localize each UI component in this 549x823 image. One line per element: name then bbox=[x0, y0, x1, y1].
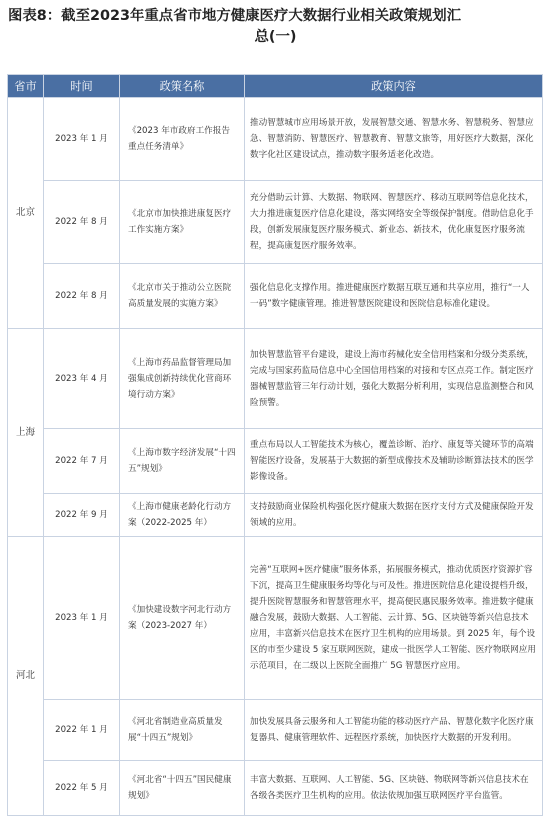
time-cell: 2022 年 1 月 bbox=[44, 700, 120, 761]
table-row bbox=[8, 264, 543, 329]
content-cell: 加快智慧监管平台建设，建设上海市药械化安全信用档案和分级分类系统，完成与国家药监局信息中心全国信用档案的对接和专区点亮工作。制定医疗器械智慧监管三年行动计划，强化大数据分析利用，实现信息监测整合和风险预警。 bbox=[245, 329, 543, 429]
time-cell: 2022 年 9 月 bbox=[44, 494, 120, 537]
document-title bbox=[8, 6, 543, 48]
policy-cell: 《上海市药品监督管理局加强集成创新持续优化营商环境行动方案》 bbox=[120, 329, 245, 429]
header-region: 省市 bbox=[8, 75, 44, 98]
table-row bbox=[8, 329, 543, 429]
time-cell: 2022 年 5 月 bbox=[44, 761, 120, 816]
time-cell: 2023 年 4 月 bbox=[44, 329, 120, 429]
content-cell: 强化信息化支撑作用。推进健康医疗数据互联互通和共享应用，推行“一人一码”数字健康管理。推进智慧医院建设和医院信息标准化建设。 bbox=[245, 264, 543, 329]
table-row bbox=[8, 494, 543, 537]
title-line-2: 总(一) bbox=[254, 29, 297, 45]
content-cell: 丰富大数据、互联网、人工智能、5G、区块链、物联网等新兴信息技术在各级各类医疗卫生机构的应用。依法依规加强互联网医疗平台监管。 bbox=[245, 761, 543, 816]
time-cell: 2022 年 8 月 bbox=[44, 181, 120, 264]
time-cell: 2022 年 8 月 bbox=[44, 264, 120, 329]
region-cell: 河北 bbox=[8, 537, 44, 816]
content-cell: 完善“互联网+医疗健康”服务体系，拓展服务模式，推动优质医疗资源扩容下沉，提高卫生健康服务均等化与可及性。推进医院信息化建设提档升级，提升医院智慧服务和智慧管理水平，提高便民惠民服务效率。推进数字健康融合发展，鼓励大数据、人工智能、云计算、5G、区块链等新兴信息技术应用，丰富新兴信息技术在医疗卫生机构的应用场景。到 2025 年，每个设区的市至少建设 5 家互联网医院，建成一批医学人工智能、医疗物联网应用示范项目，在二级以上医院全面推广 5G 智慧医疗应用。 bbox=[245, 537, 543, 700]
content-cell: 支持鼓励商业保险机构强化医疗健康大数据在医疗支付方式及健康保险开发领域的应用。 bbox=[245, 494, 543, 537]
policy-cell: 《2023 年市政府工作报告重点任务清单》 bbox=[120, 98, 245, 181]
table-row bbox=[8, 700, 543, 761]
time-cell: 2022 年 7 月 bbox=[44, 429, 120, 494]
time-cell: 2023 年 1 月 bbox=[44, 537, 120, 700]
policy-table bbox=[7, 74, 543, 816]
policy-cell: 《北京市关于推动公立医院高质量发展的实施方案》 bbox=[120, 264, 245, 329]
table-header-row bbox=[8, 75, 543, 98]
region-cell: 北京 bbox=[8, 98, 44, 329]
header-content: 政策内容 bbox=[245, 75, 543, 98]
content-cell: 充分借助云计算、大数据、物联网、智慧医疗、移动互联网等信息化技术，大力推进康复医疗信息化建设，落实网络安全等级保护制度。借助信息化手段，创新发展康复医疗服务模式、新业态、新技术，优化康复医疗服务流程，提高康复医疗服务效率。 bbox=[245, 181, 543, 264]
table-row bbox=[8, 761, 543, 816]
time-cell: 2023 年 1 月 bbox=[44, 98, 120, 181]
table-row bbox=[8, 537, 543, 700]
content-cell: 推动智慧城市应用场景开放，发展智慧交通、智慧水务、智慧税务、智慧应急、智慧消防、智慧医疗、智慧教育、智慧文旅等，用好医疗大数据，深化数字化社区建设试点，推动数字服务适老化改造。 bbox=[245, 98, 543, 181]
table-row bbox=[8, 181, 543, 264]
table-row bbox=[8, 98, 543, 181]
policy-cell: 《加快建设数字河北行动方案（2023-2027 年） bbox=[120, 537, 245, 700]
policy-cell: 《上海市数字经济发展“十四五”规划》 bbox=[120, 429, 245, 494]
header-time: 时间 bbox=[44, 75, 120, 98]
region-cell: 上海 bbox=[8, 329, 44, 537]
policy-cell: 《河北省制造业高质量发展“十四五”规划》 bbox=[120, 700, 245, 761]
policy-cell: 《北京市加快推进康复医疗工作实施方案》 bbox=[120, 181, 245, 264]
title-line-1: 图表8：截至2023年重点省市地方健康医疗大数据行业相关政策规划汇 bbox=[8, 8, 462, 24]
table-row bbox=[8, 429, 543, 494]
policy-cell: 《上海市健康老龄化行动方案（2022-2025 年） bbox=[120, 494, 245, 537]
header-policy: 政策名称 bbox=[120, 75, 245, 98]
policy-cell: 《河北省“十四五”国民健康规划》 bbox=[120, 761, 245, 816]
content-cell: 加快发展具备云服务和人工智能功能的移动医疗产品、智慧化数字化医疗康复器具、健康管理软件、远程医疗系统，加快医疗大数据的开发利用。 bbox=[245, 700, 543, 761]
content-cell: 重点布局以人工智能技术为核心，覆盖诊断、治疗、康复等关键环节的高端智能医疗设备，发展基于大数据的新型成像技术及辅助诊断算法技术的医学影像设备。 bbox=[245, 429, 543, 494]
